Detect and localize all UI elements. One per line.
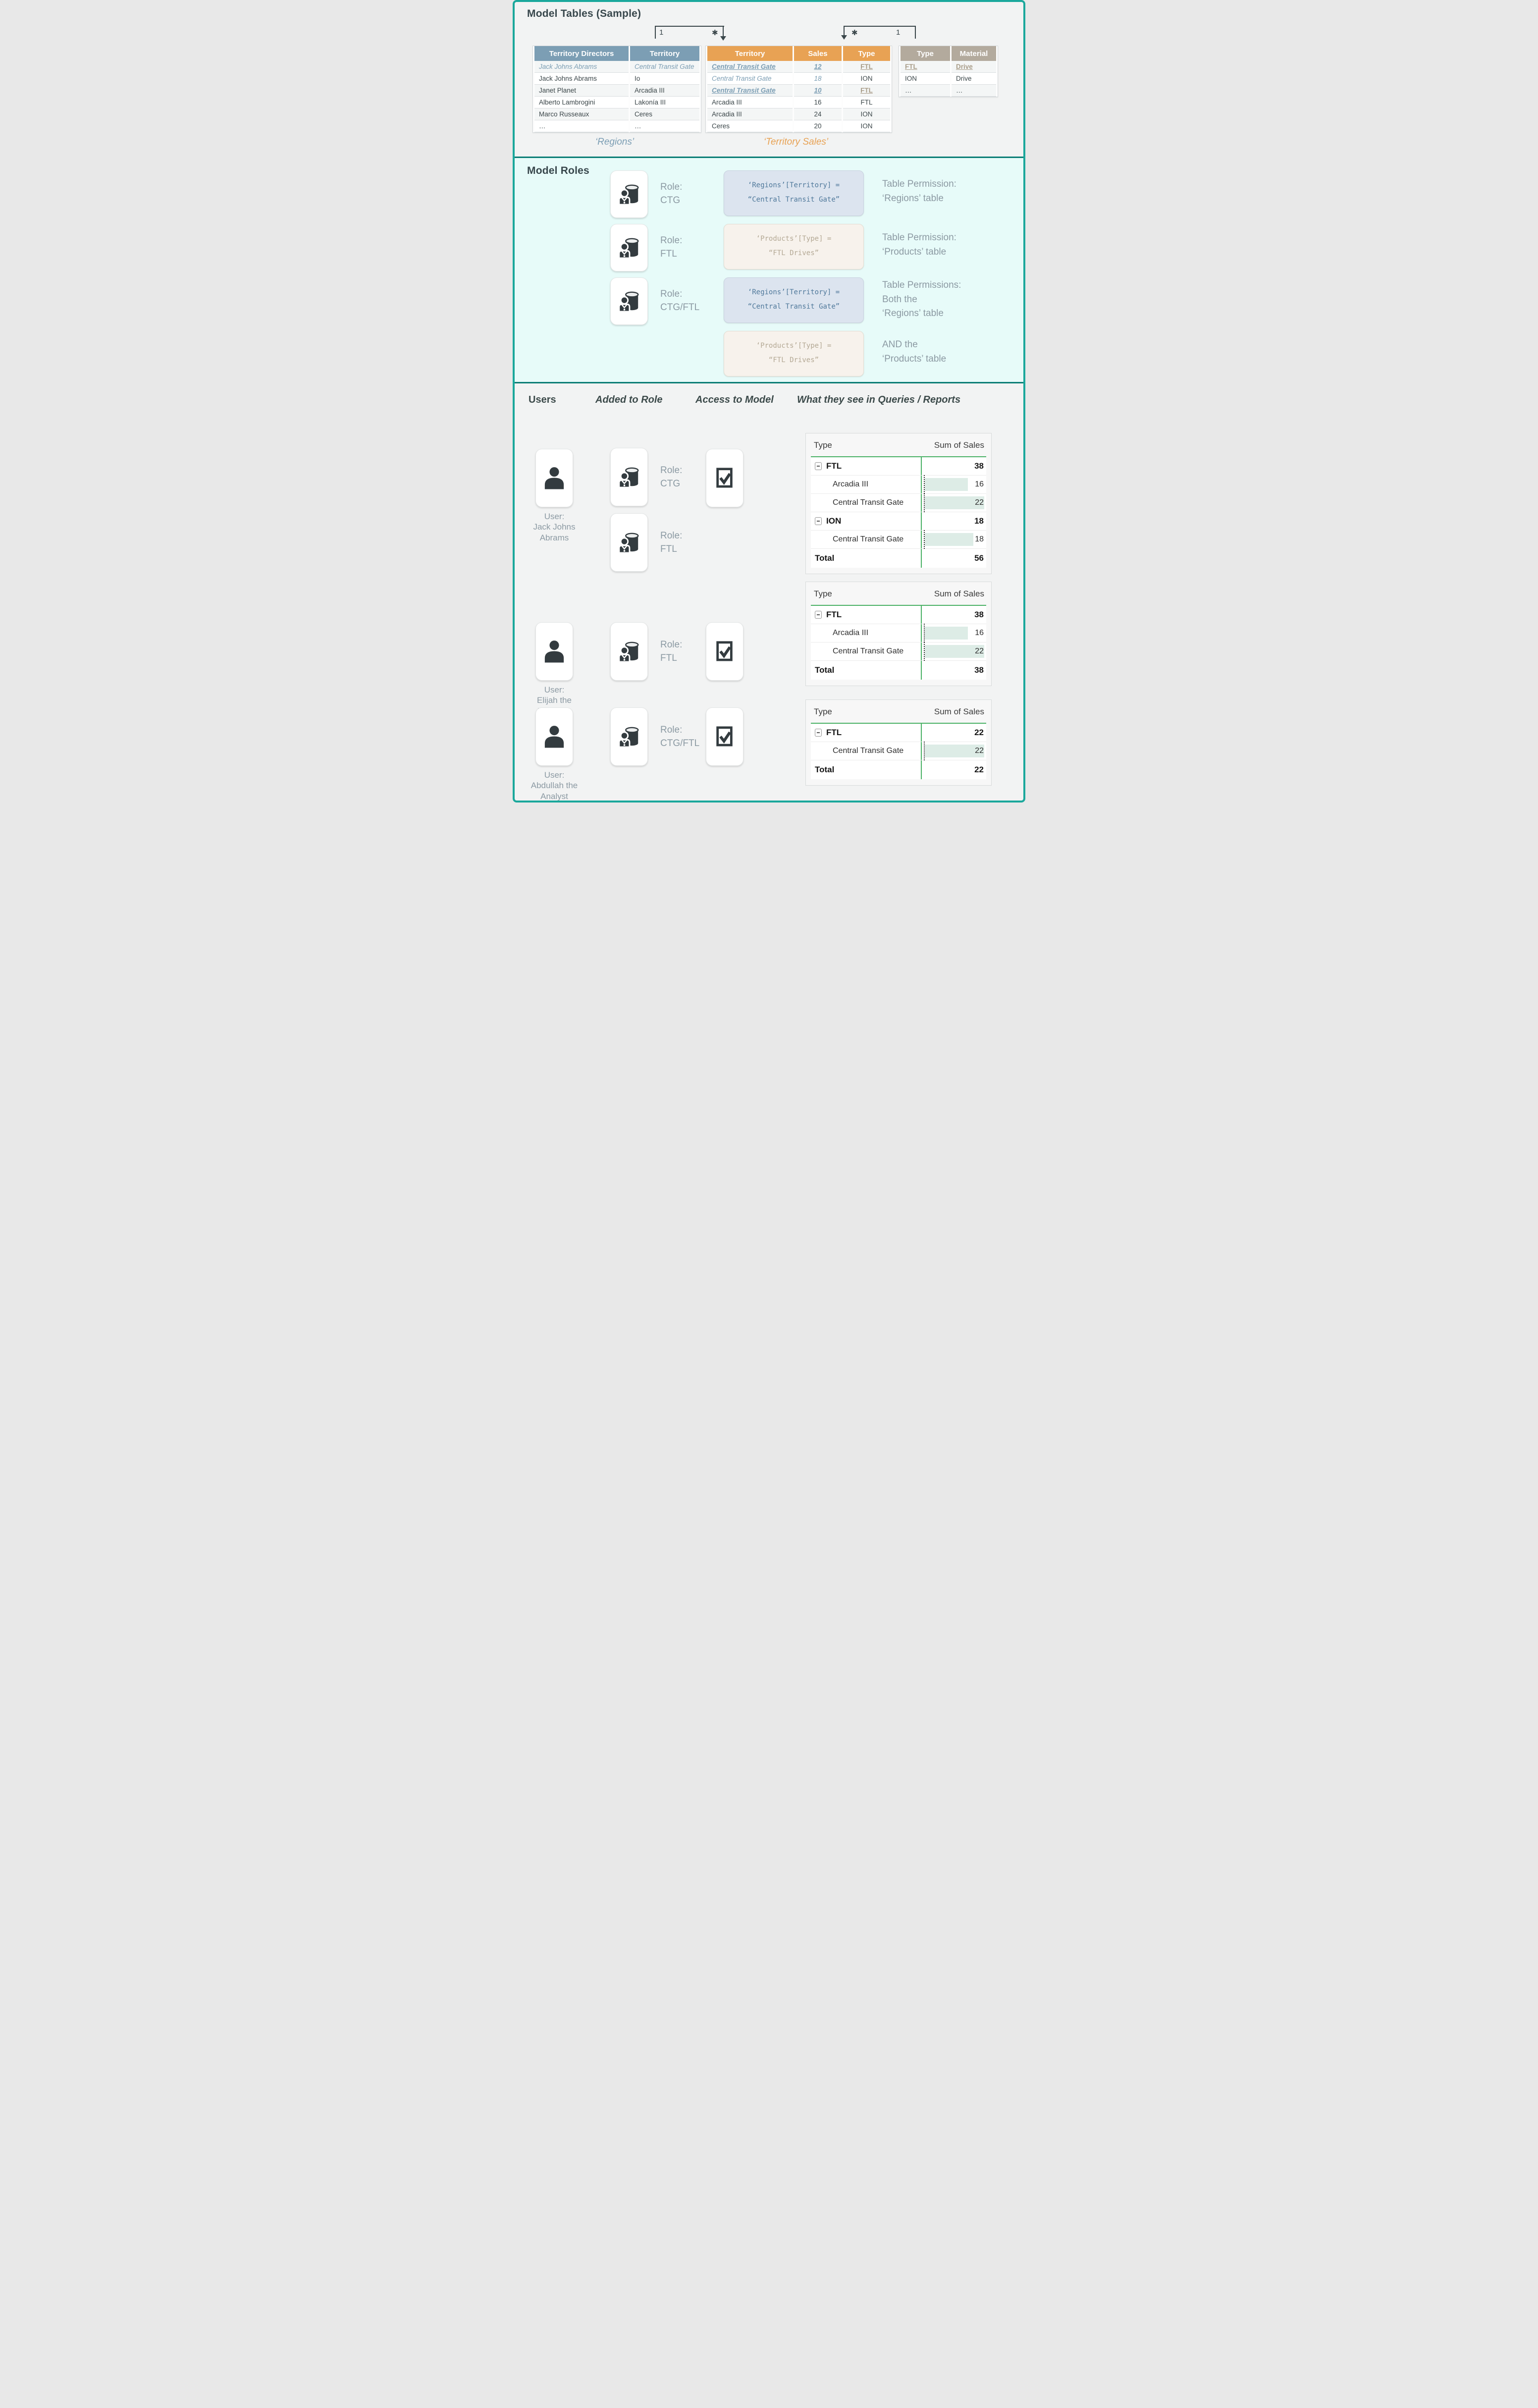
user-name-label (517, 511, 591, 543)
report-row-label: FTL (826, 461, 842, 471)
table-row (707, 73, 890, 85)
role-icon-box (610, 277, 648, 325)
collapse-row-icon[interactable] (815, 611, 822, 619)
section-divider (515, 382, 1023, 383)
cardinality-one-label: 1 (659, 28, 664, 37)
cardinality-one-label: 1 (896, 28, 901, 37)
table-cell: … (952, 85, 996, 97)
dax-filter-code-block (724, 331, 864, 376)
role-icon-box (610, 224, 648, 271)
checked-checkbox-icon (714, 465, 735, 489)
report-row (811, 742, 986, 760)
dax-filter-code-block (724, 224, 864, 269)
user-name-line: User: (544, 512, 565, 521)
role-database-person-icon (618, 290, 640, 313)
role-prefix: Role: (660, 640, 683, 650)
report-row (811, 494, 986, 512)
report-type-header: Type (814, 440, 832, 450)
column-header-territory: Territory (707, 46, 793, 61)
role-prefix: Role: (660, 235, 683, 246)
table-cell: Central Transit Gate (707, 85, 793, 97)
role-name-label (660, 724, 699, 750)
role-prefix: Role: (660, 289, 683, 299)
report-row (811, 531, 986, 549)
data-bar (925, 533, 973, 546)
role-name-label (660, 464, 682, 490)
table-cell: Jack Johns Abrams (534, 73, 629, 85)
model-roles-title: Model Roles (527, 165, 589, 176)
code-line: “Central Transit Gate” (747, 196, 840, 204)
table-cell: FTL (843, 61, 890, 73)
report-row-value: 18 (975, 535, 984, 543)
table-cell: Jack Johns Abrams (534, 61, 629, 73)
report-row-label: Total (815, 553, 835, 563)
table-row (707, 61, 890, 73)
rls-infographic-page (513, 0, 1025, 803)
column-header-type: Type (843, 46, 890, 61)
access-granted-checkbox[interactable] (714, 465, 735, 492)
report-row-label: Total (815, 665, 835, 675)
report-value-header: Sum of Sales (934, 589, 984, 598)
arrow-down-icon (841, 35, 847, 40)
role-database-person-icon (618, 466, 640, 488)
report-row-value: 22 (975, 498, 984, 507)
role-name-label (660, 181, 682, 207)
table-cell: 10 (794, 85, 842, 97)
arrow-down-icon (720, 36, 726, 41)
table-cell: Central Transit Gate (630, 61, 699, 73)
column-header-type: Type (901, 46, 950, 61)
user-name-line: Analyst (540, 791, 568, 801)
report-row-label: FTL (826, 610, 842, 619)
role-name-label (660, 288, 699, 314)
report-value-header: Sum of Sales (934, 707, 984, 716)
role-icon-box (610, 170, 648, 218)
access-checkbox-box (706, 449, 743, 507)
report-row-value: 22 (974, 728, 984, 737)
role-name: CTG/FTL (660, 738, 700, 749)
report-row-label: Total (815, 765, 835, 774)
report-row-label: Arcadia III (833, 480, 869, 488)
table-row (534, 61, 699, 73)
code-line: ‘Regions’[Territory] = (747, 181, 840, 189)
sales-table-grid (706, 46, 892, 132)
table-cell: ION (901, 73, 950, 85)
sales-table (705, 46, 892, 133)
products-table-grid (899, 46, 998, 97)
table-cell: Lakonía III (630, 97, 699, 108)
report-row-value: 38 (974, 610, 984, 619)
report-row (811, 661, 986, 680)
report-row (811, 457, 986, 476)
table-cell: Ceres (630, 108, 699, 120)
user-person-icon (541, 637, 568, 666)
note-line: AND the (882, 339, 918, 350)
note-line: ‘Products’ table (882, 353, 947, 364)
table-cell: Ceres (707, 120, 793, 132)
column-header-what: What they see in Queries / Reports (797, 394, 961, 405)
role-icon-box (610, 707, 648, 766)
report-table (805, 699, 992, 786)
note-line: ‘Products’ table (882, 246, 947, 257)
report-row-value: 22 (975, 647, 984, 655)
note-line: Table Permissions: (882, 280, 961, 290)
report-row (811, 476, 986, 494)
collapse-row-icon[interactable] (815, 729, 822, 737)
column-header-territory-directors: Territory Directors (534, 46, 629, 61)
code-line: “FTL Drives” (768, 356, 819, 365)
table-permission-note (882, 231, 1016, 259)
report-row-value: 22 (975, 747, 984, 755)
role-name: FTL (660, 543, 677, 554)
column-header-added: Added to Role (595, 394, 663, 405)
table-cell: … (901, 85, 950, 97)
table-cell: Drive (952, 61, 996, 73)
report-table (805, 433, 992, 574)
regions-table-caption: ‘Regions’ (595, 137, 635, 147)
table-cell: Central Transit Gate (707, 73, 793, 85)
model-tables-title: Model Tables (Sample) (527, 8, 641, 19)
table-row (901, 73, 996, 85)
report-table (805, 582, 992, 686)
table-row (707, 97, 890, 108)
territory-sales-table-caption: ‘Territory Sales’ (763, 137, 829, 147)
table-row (534, 85, 699, 97)
column-header-sales: Sales (794, 46, 842, 61)
report-row (811, 724, 986, 742)
access-granted-checkbox[interactable] (714, 638, 735, 665)
table-permission-note (882, 338, 1016, 366)
table-cell: FTL (843, 97, 890, 108)
role-database-person-icon (618, 183, 640, 206)
regions-table (532, 46, 701, 133)
table-cell: Marco Russeaux (534, 108, 629, 120)
table-cell: 20 (794, 120, 842, 132)
column-header-territory: Territory (630, 46, 699, 61)
user-name-line: Abdullah the (530, 781, 578, 791)
report-value-header: Sum of Sales (934, 440, 984, 450)
table-cell: Janet Planet (534, 85, 629, 97)
report-row (811, 549, 986, 568)
table-cell: ION (843, 73, 890, 85)
data-bar (925, 478, 968, 491)
code-line: ‘Products’[Type] = (756, 342, 832, 350)
role-name: CTG (660, 195, 681, 206)
table-cell: ION (843, 108, 890, 120)
table-cell: Arcadia III (630, 85, 699, 97)
table-row (534, 120, 699, 132)
dax-filter-code-block (724, 170, 864, 216)
report-row (811, 760, 986, 779)
report-row-value: 18 (974, 516, 984, 526)
role-name: CTG (660, 478, 681, 489)
table-cell: Drive (952, 73, 996, 85)
report-row (811, 512, 986, 531)
table-cell: Arcadia III (707, 97, 793, 108)
role-database-person-icon (618, 236, 640, 259)
table-row (707, 120, 890, 132)
user-name-line: Abrams (539, 533, 569, 542)
table-cell: FTL (843, 85, 890, 97)
section-divider (515, 157, 1023, 158)
role-icon-box (610, 448, 648, 506)
table-cell: … (630, 120, 699, 132)
note-line: Table Permission: (882, 179, 956, 189)
report-row-value: 16 (975, 629, 984, 637)
table-cell: Alberto Lambrogini (534, 97, 629, 108)
user-icon-box (535, 449, 573, 507)
table-row (707, 85, 890, 97)
report-row (811, 606, 986, 624)
data-bar (925, 627, 968, 640)
products-table (899, 46, 998, 97)
collapse-row-icon[interactable] (815, 462, 822, 470)
user-icon-box (535, 622, 573, 681)
report-row-label: ION (826, 516, 842, 526)
access-checkbox-box (706, 707, 743, 766)
user-icon-box (535, 707, 573, 766)
cardinality-many-icon: ✱ (851, 29, 858, 37)
report-row-label: Central Transit Gate (833, 535, 904, 543)
table-cell: 24 (794, 108, 842, 120)
report-row-value: 38 (974, 461, 984, 471)
user-name-label (517, 770, 591, 802)
code-line: ‘Regions’[Territory] = (747, 288, 840, 296)
report-row-value: 56 (974, 553, 984, 563)
note-line: ‘Regions’ table (882, 308, 944, 319)
report-row-label: FTL (826, 728, 842, 737)
table-cell: ION (843, 120, 890, 132)
code-line: “Central Transit Gate” (747, 303, 840, 311)
user-name-line: User: (544, 770, 565, 780)
role-icon-box (610, 622, 648, 681)
collapse-row-icon[interactable] (815, 517, 822, 525)
access-granted-checkbox[interactable] (714, 723, 735, 750)
report-type-header: Type (814, 589, 832, 598)
table-row (534, 73, 699, 85)
table-permission-note (882, 278, 1016, 321)
table-cell: 18 (794, 73, 842, 85)
role-name: CTG/FTL (660, 302, 700, 313)
regions-table-grid (533, 46, 701, 132)
user-name-line: Jack Johns (533, 522, 576, 532)
column-header-material: Material (952, 46, 996, 61)
role-name-label (660, 639, 682, 665)
user-person-icon (541, 722, 568, 751)
note-line: ‘Regions’ table (882, 193, 944, 204)
table-cell: Central Transit Gate (707, 61, 793, 73)
table-row (901, 61, 996, 73)
report-row-value: 38 (974, 665, 984, 675)
table-row (534, 97, 699, 108)
role-name: FTL (660, 652, 677, 663)
user-person-icon (541, 463, 568, 493)
table-cell: 16 (794, 97, 842, 108)
code-line: ‘Products’[Type] = (756, 235, 832, 243)
role-database-person-icon (618, 640, 640, 663)
user-name-line: Elijah the (537, 696, 572, 705)
role-name-label (660, 234, 682, 261)
role-name: FTL (660, 248, 677, 259)
table-row (707, 108, 890, 120)
access-checkbox-box (706, 622, 743, 681)
table-cell: FTL (901, 61, 950, 73)
role-prefix: Role: (660, 531, 683, 541)
checked-checkbox-icon (714, 723, 735, 748)
role-name-label (660, 530, 682, 556)
role-database-person-icon (618, 725, 640, 748)
table-row (901, 85, 996, 97)
code-line: “FTL Drives” (768, 249, 819, 258)
table-cell: … (534, 120, 629, 132)
user-name-line: User: (544, 685, 565, 695)
table-cell: Arcadia III (707, 108, 793, 120)
table-cell: Io (630, 73, 699, 85)
cardinality-many-icon: ✱ (712, 29, 718, 37)
role-prefix: Role: (660, 725, 683, 735)
report-row (811, 642, 986, 661)
column-header-users: Users (529, 394, 556, 405)
table-cell: 12 (794, 61, 842, 73)
column-header-access: Access to Model (695, 394, 774, 405)
report-row-label: Central Transit Gate (833, 498, 904, 507)
note-line: Both the (882, 294, 917, 305)
dax-filter-code-block (724, 277, 864, 323)
report-row-label: Central Transit Gate (833, 747, 904, 755)
report-row-value: 22 (974, 765, 984, 774)
table-permission-note (882, 177, 1016, 206)
report-row-label: Central Transit Gate (833, 647, 904, 655)
role-icon-box (610, 513, 648, 572)
report-row (811, 624, 986, 642)
checked-checkbox-icon (714, 638, 735, 663)
role-prefix: Role: (660, 182, 683, 192)
report-row-value: 16 (975, 480, 984, 488)
note-line: Table Permission: (882, 232, 956, 243)
table-row (534, 108, 699, 120)
report-row-label: Arcadia III (833, 629, 869, 637)
role-database-person-icon (618, 531, 640, 554)
role-prefix: Role: (660, 465, 683, 476)
report-type-header: Type (814, 707, 832, 716)
